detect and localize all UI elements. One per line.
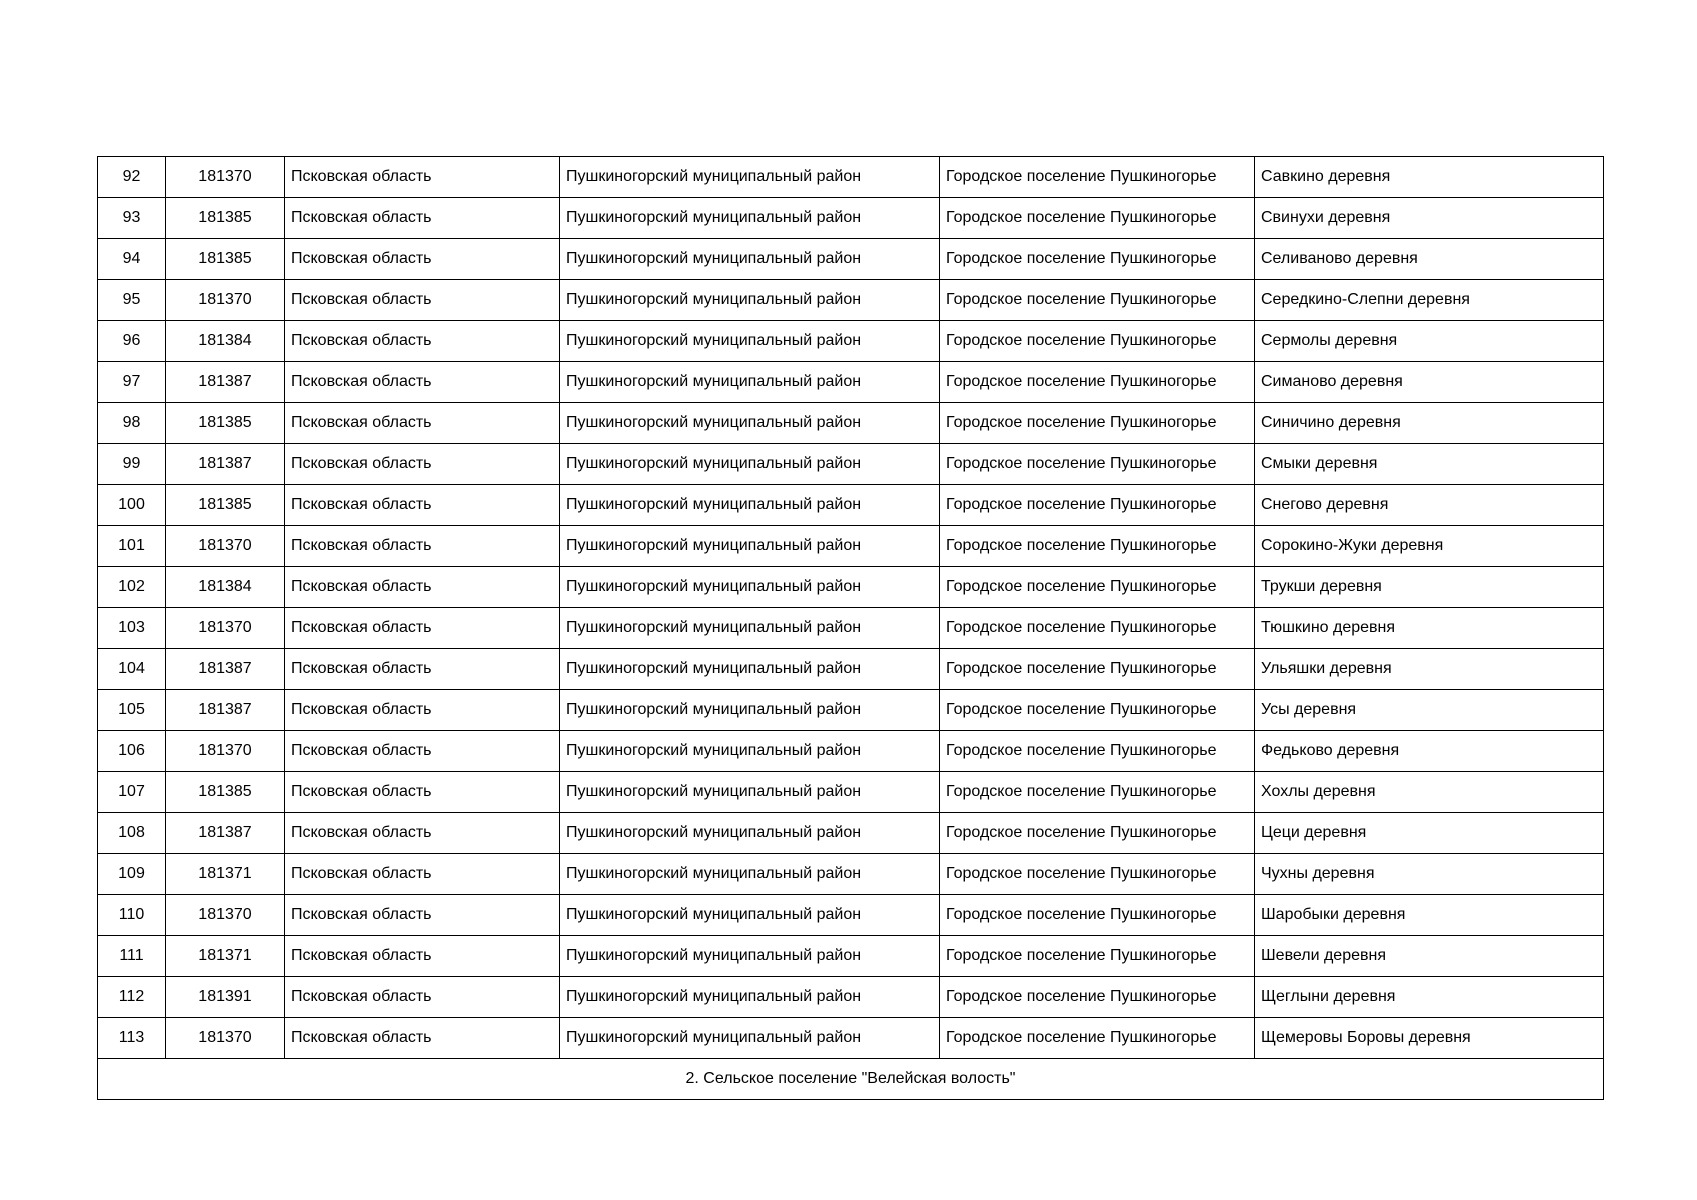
row-number-cell: 94 — [98, 239, 166, 280]
row-number-cell: 95 — [98, 280, 166, 321]
row-number-cell: 99 — [98, 444, 166, 485]
locality-cell: Ульяшки деревня — [1255, 649, 1604, 690]
region-cell: Псковская область — [285, 321, 560, 362]
district-cell: Пушкиногорский муниципальный район — [560, 280, 940, 321]
district-cell: Пушкиногорский муниципальный район — [560, 649, 940, 690]
table-row — [98, 198, 1604, 239]
postal-index-cell: 181370 — [166, 895, 285, 936]
table-row — [98, 854, 1604, 895]
row-number-cell: 110 — [98, 895, 166, 936]
postal-index-cell: 181385 — [166, 403, 285, 444]
postal-index-cell: 181370 — [166, 608, 285, 649]
settlement-cell: Городское поселение Пушкиногорье — [940, 485, 1255, 526]
locality-cell: Савкино деревня — [1255, 157, 1604, 198]
district-cell: Пушкиногорский муниципальный район — [560, 608, 940, 649]
table-row — [98, 157, 1604, 198]
settlement-cell: Городское поселение Пушкиногорье — [940, 731, 1255, 772]
locality-cell: Усы деревня — [1255, 690, 1604, 731]
region-cell: Псковская область — [285, 895, 560, 936]
row-number-cell: 105 — [98, 690, 166, 731]
row-number-cell: 111 — [98, 936, 166, 977]
postal-index-cell: 181387 — [166, 362, 285, 403]
region-cell: Псковская область — [285, 198, 560, 239]
row-number-cell: 101 — [98, 526, 166, 567]
district-cell: Пушкиногорский муниципальный район — [560, 157, 940, 198]
table-row — [98, 321, 1604, 362]
locality-cell: Синичино деревня — [1255, 403, 1604, 444]
row-number-cell: 106 — [98, 731, 166, 772]
settlement-cell: Городское поселение Пушкиногорье — [940, 403, 1255, 444]
table-row — [98, 895, 1604, 936]
district-cell: Пушкиногорский муниципальный район — [560, 239, 940, 280]
locality-cell: Сермолы деревня — [1255, 321, 1604, 362]
district-cell: Пушкиногорский муниципальный район — [560, 772, 940, 813]
locality-cell: Чухны деревня — [1255, 854, 1604, 895]
region-cell: Псковская область — [285, 649, 560, 690]
locality-cell: Тюшкино деревня — [1255, 608, 1604, 649]
postal-index-cell: 181385 — [166, 198, 285, 239]
postal-index-cell: 181387 — [166, 813, 285, 854]
row-number-cell: 97 — [98, 362, 166, 403]
region-cell: Псковская область — [285, 157, 560, 198]
district-cell: Пушкиногорский муниципальный район — [560, 526, 940, 567]
table-row — [98, 239, 1604, 280]
postal-index-cell: 181384 — [166, 321, 285, 362]
locality-cell: Федьково деревня — [1255, 731, 1604, 772]
locality-cell: Щеглыни деревня — [1255, 977, 1604, 1018]
table-body — [98, 157, 1604, 1100]
settlement-cell: Городское поселение Пушкиногорье — [940, 157, 1255, 198]
district-cell: Пушкиногорский муниципальный район — [560, 854, 940, 895]
settlement-cell: Городское поселение Пушкиногорье — [940, 977, 1255, 1018]
district-cell: Пушкиногорский муниципальный район — [560, 444, 940, 485]
row-number-cell: 102 — [98, 567, 166, 608]
postal-index-cell: 181385 — [166, 485, 285, 526]
settlement-cell: Городское поселение Пушкиногорье — [940, 198, 1255, 239]
locality-cell: Симаново деревня — [1255, 362, 1604, 403]
row-number-cell: 109 — [98, 854, 166, 895]
row-number-cell: 92 — [98, 157, 166, 198]
region-cell: Псковская область — [285, 813, 560, 854]
settlement-cell: Городское поселение Пушкиногорье — [940, 526, 1255, 567]
row-number-cell: 112 — [98, 977, 166, 1018]
table-row — [98, 690, 1604, 731]
postal-index-cell: 181387 — [166, 690, 285, 731]
postal-index-cell: 181370 — [166, 526, 285, 567]
table-row — [98, 936, 1604, 977]
locality-cell: Щемеровы Боровы деревня — [1255, 1018, 1604, 1059]
settlement-cell: Городское поселение Пушкиногорье — [940, 608, 1255, 649]
table-row — [98, 444, 1604, 485]
table-row — [98, 362, 1604, 403]
region-cell: Псковская область — [285, 362, 560, 403]
settlement-cell: Городское поселение Пушкиногорье — [940, 813, 1255, 854]
postal-index-cell: 181370 — [166, 731, 285, 772]
row-number-cell: 108 — [98, 813, 166, 854]
district-cell: Пушкиногорский муниципальный район — [560, 731, 940, 772]
district-cell: Пушкиногорский муниципальный район — [560, 690, 940, 731]
locality-cell: Цеци деревня — [1255, 813, 1604, 854]
region-cell: Псковская область — [285, 444, 560, 485]
settlement-cell: Городское поселение Пушкиногорье — [940, 321, 1255, 362]
table-row — [98, 526, 1604, 567]
locality-cell: Шаробыки деревня — [1255, 895, 1604, 936]
district-cell: Пушкиногорский муниципальный район — [560, 403, 940, 444]
locality-cell: Сорокино-Жуки деревня — [1255, 526, 1604, 567]
postal-index-cell: 181385 — [166, 239, 285, 280]
settlement-cell: Городское поселение Пушкиногорье — [940, 239, 1255, 280]
region-cell: Псковская область — [285, 731, 560, 772]
district-cell: Пушкиногорский муниципальный район — [560, 567, 940, 608]
district-cell: Пушкиногорский муниципальный район — [560, 485, 940, 526]
settlements-table — [97, 156, 1604, 1100]
postal-index-cell: 181391 — [166, 977, 285, 1018]
district-cell: Пушкиногорский муниципальный район — [560, 1018, 940, 1059]
row-number-cell: 103 — [98, 608, 166, 649]
locality-cell: Хохлы деревня — [1255, 772, 1604, 813]
table-row — [98, 977, 1604, 1018]
table-row — [98, 403, 1604, 444]
settlement-cell: Городское поселение Пушкиногорье — [940, 649, 1255, 690]
postal-index-cell: 181370 — [166, 280, 285, 321]
district-cell: Пушкиногорский муниципальный район — [560, 321, 940, 362]
postal-index-cell: 181370 — [166, 157, 285, 198]
row-number-cell: 93 — [98, 198, 166, 239]
settlement-cell: Городское поселение Пушкиногорье — [940, 690, 1255, 731]
table-row — [98, 1018, 1604, 1059]
postal-index-cell: 181371 — [166, 936, 285, 977]
region-cell: Псковская область — [285, 403, 560, 444]
row-number-cell: 113 — [98, 1018, 166, 1059]
postal-index-cell: 181387 — [166, 649, 285, 690]
row-number-cell: 100 — [98, 485, 166, 526]
table-row — [98, 485, 1604, 526]
table-row — [98, 772, 1604, 813]
region-cell: Псковская область — [285, 690, 560, 731]
postal-index-cell: 181384 — [166, 567, 285, 608]
region-cell: Псковская область — [285, 485, 560, 526]
row-number-cell: 104 — [98, 649, 166, 690]
settlement-cell: Городское поселение Пушкиногорье — [940, 280, 1255, 321]
district-cell: Пушкиногорский муниципальный район — [560, 198, 940, 239]
locality-cell: Середкино-Слепни деревня — [1255, 280, 1604, 321]
region-cell: Псковская область — [285, 854, 560, 895]
settlement-cell: Городское поселение Пушкиногорье — [940, 854, 1255, 895]
locality-cell: Трукши деревня — [1255, 567, 1604, 608]
postal-index-cell: 181371 — [166, 854, 285, 895]
district-cell: Пушкиногорский муниципальный район — [560, 813, 940, 854]
postal-index-cell: 181370 — [166, 1018, 285, 1059]
section-heading: 2. Сельское поселение "Велейская волость" — [98, 1059, 1604, 1100]
table-row — [98, 649, 1604, 690]
settlement-cell: Городское поселение Пушкиногорье — [940, 1018, 1255, 1059]
locality-cell: Свинухи деревня — [1255, 198, 1604, 239]
locality-cell: Шевели деревня — [1255, 936, 1604, 977]
settlement-cell: Городское поселение Пушкиногорье — [940, 895, 1255, 936]
locality-cell: Смыки деревня — [1255, 444, 1604, 485]
settlement-cell: Городское поселение Пушкиногорье — [940, 567, 1255, 608]
settlement-cell: Городское поселение Пушкиногорье — [940, 362, 1255, 403]
table-row — [98, 567, 1604, 608]
district-cell: Пушкиногорский муниципальный район — [560, 895, 940, 936]
settlement-cell: Городское поселение Пушкиногорье — [940, 444, 1255, 485]
region-cell: Псковская область — [285, 239, 560, 280]
table-row — [98, 280, 1604, 321]
region-cell: Псковская область — [285, 567, 560, 608]
table-row — [98, 813, 1604, 854]
district-cell: Пушкиногорский муниципальный район — [560, 977, 940, 1018]
table-row — [98, 731, 1604, 772]
settlement-cell: Городское поселение Пушкиногорье — [940, 772, 1255, 813]
region-cell: Псковская область — [285, 772, 560, 813]
region-cell: Псковская область — [285, 977, 560, 1018]
section-heading-row — [98, 1059, 1604, 1100]
row-number-cell: 98 — [98, 403, 166, 444]
region-cell: Псковская область — [285, 526, 560, 567]
row-number-cell: 96 — [98, 321, 166, 362]
locality-cell: Селиваново деревня — [1255, 239, 1604, 280]
locality-cell: Снегово деревня — [1255, 485, 1604, 526]
region-cell: Псковская область — [285, 280, 560, 321]
settlement-cell: Городское поселение Пушкиногорье — [940, 936, 1255, 977]
region-cell: Псковская область — [285, 608, 560, 649]
district-cell: Пушкиногорский муниципальный район — [560, 936, 940, 977]
district-cell: Пушкиногорский муниципальный район — [560, 362, 940, 403]
region-cell: Псковская область — [285, 936, 560, 977]
postal-index-cell: 181385 — [166, 772, 285, 813]
region-cell: Псковская область — [285, 1018, 560, 1059]
table-row — [98, 608, 1604, 649]
row-number-cell: 107 — [98, 772, 166, 813]
postal-index-cell: 181387 — [166, 444, 285, 485]
